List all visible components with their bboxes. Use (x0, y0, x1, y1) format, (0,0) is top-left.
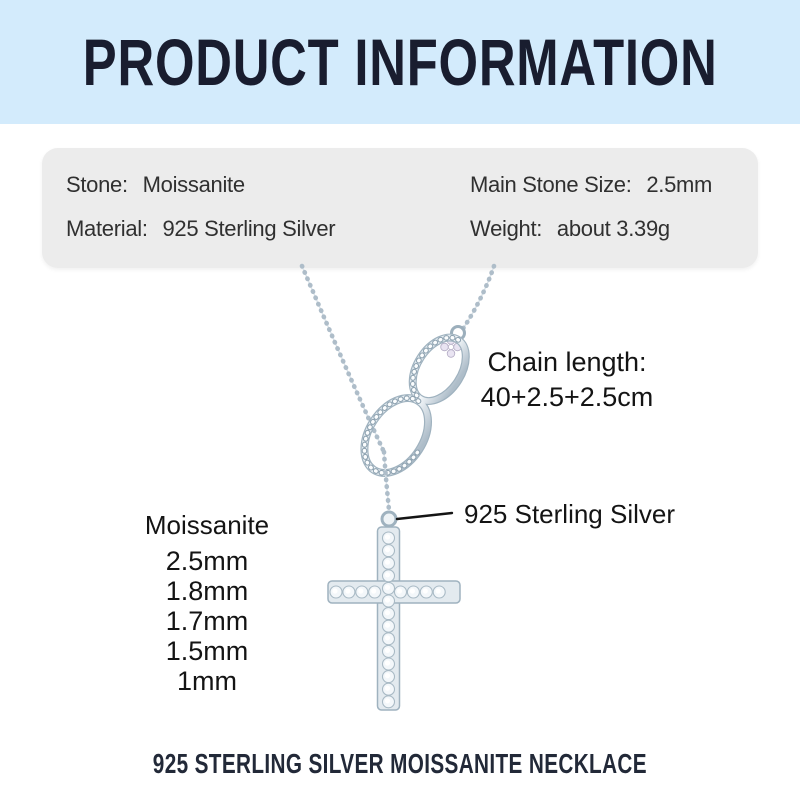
stone-size-item: 1.8mm (165, 576, 249, 606)
stone-size-item: 1.5mm (165, 636, 249, 666)
spec-row-weight (470, 216, 712, 242)
spec-row-main-stone-size (470, 172, 712, 198)
spec-label: Material: (66, 216, 148, 241)
chain-length-annotation (462, 345, 672, 415)
spec-card (42, 148, 758, 268)
spec-value: 2.5mm (646, 172, 713, 197)
cross-bail-ring-icon (382, 512, 396, 526)
stone-size-item: 1mm (177, 666, 237, 696)
spec-card-left-column (66, 172, 335, 242)
cross-stones (330, 532, 445, 708)
spec-value: 925 Sterling Silver (162, 216, 336, 241)
flower-stone-icon (441, 337, 462, 358)
header-banner (0, 0, 800, 124)
spec-value: Moissanite (142, 172, 245, 197)
chain-left (302, 266, 384, 452)
spec-label: Main Stone Size: (470, 172, 632, 197)
stone-size-item: 1.7mm (165, 606, 249, 636)
chain-length-value: 40+2.5+2.5cm (480, 382, 654, 412)
page-title: PRODUCT INFORMATION (82, 25, 718, 99)
cross-pendant (328, 512, 460, 710)
drop-chain (384, 452, 389, 510)
chain-length-label: Chain length: (487, 347, 647, 377)
moissanite-annotation (128, 510, 286, 696)
stone-label: Moissanite (144, 510, 270, 540)
spec-value: about 3.39g (556, 216, 670, 241)
stone-size-item: 2.5mm (165, 546, 249, 576)
pendant-material-annotation: 925 Sterling Silver (464, 499, 675, 529)
spec-row-stone (66, 172, 335, 198)
spec-card-right-column (470, 172, 712, 242)
chain-right (462, 266, 494, 330)
footer-title: 925 STERLING SILVER MOISSANITE NECKLACE (152, 748, 648, 779)
spec-label: Stone: (66, 172, 128, 197)
footer (0, 748, 800, 780)
connector-ring-icon (452, 327, 465, 340)
pointer-line (397, 513, 452, 519)
spec-row-material (66, 216, 335, 242)
spec-label: Weight: (470, 216, 543, 241)
